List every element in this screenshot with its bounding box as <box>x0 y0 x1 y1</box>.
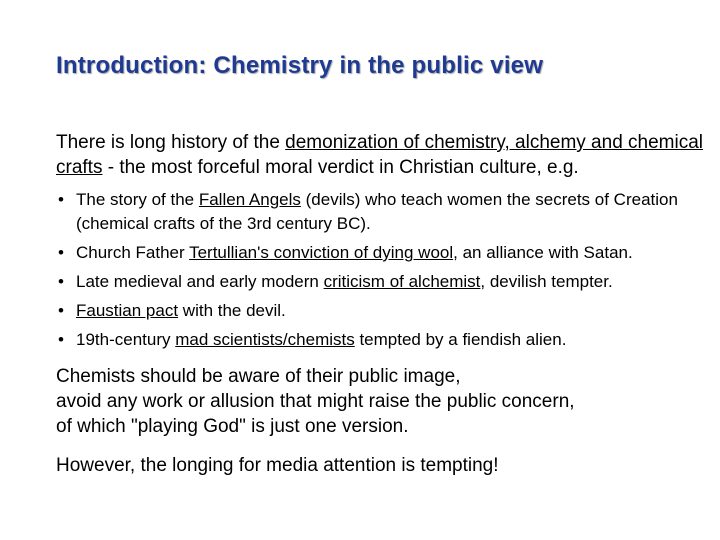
closing-line: avoid any work or allusion that might raise the public concern, <box>56 391 575 412</box>
list-item <box>56 299 716 323</box>
list-item <box>56 241 716 265</box>
final-statement: However, the longing for media attention is tempting! <box>56 455 499 476</box>
examples-list <box>56 188 716 352</box>
intro-paragraph <box>56 130 716 180</box>
bullet-text-after: tempted by a fiendish alien. <box>354 330 567 349</box>
bullet-icon: • <box>58 272 64 291</box>
bullet-icon: • <box>58 243 64 262</box>
bullet-icon: • <box>58 301 64 320</box>
bullet-underlined-phrase: mad scientists/chemists <box>175 330 355 349</box>
intro-text-after: - the most forceful moral verdict in Christian culture, e.g. <box>102 157 579 178</box>
bullet-text-after: , devilish tempter. <box>480 272 613 291</box>
list-item <box>56 270 716 294</box>
bullet-underlined-phrase: Faustian pact <box>76 301 179 320</box>
closing-line: of which "playing God" is just one version. <box>56 416 409 437</box>
bullet-text-before: Church Father <box>76 243 190 262</box>
bullet-text-before: Late medieval and early modern <box>76 272 324 291</box>
slide-title: Introduction: Chemistry in the public view <box>56 52 544 79</box>
intro-text-before: There is long history of the <box>56 132 286 153</box>
bullet-text-before: The story of the <box>76 190 199 209</box>
bullet-text-after: with the devil. <box>178 301 286 320</box>
closing-paragraph <box>56 364 716 439</box>
bullet-underlined-phrase: Tertullian's conviction of dying wool <box>189 243 454 262</box>
closing-line: Chemists should be aware of their public image, <box>56 366 461 387</box>
bullet-icon: • <box>58 190 64 209</box>
list-item <box>56 188 716 236</box>
bullet-text-after: (devils) who teach women the secrets of Creation (chemical crafts of the 3rd century BC). <box>76 190 678 233</box>
slide-body <box>56 130 716 478</box>
bullet-underlined-phrase: criticism of alchemist <box>323 272 481 291</box>
bullet-text-before: 19th-century <box>76 330 176 349</box>
list-item <box>56 328 716 352</box>
bullet-icon: • <box>58 330 64 349</box>
intro-underlined-phrase: demonization of chemistry, alchemy and chemical crafts <box>56 132 704 178</box>
bullet-text-after: , an alliance with Satan. <box>453 243 633 262</box>
bullet-underlined-phrase: Fallen Angels <box>198 190 301 209</box>
